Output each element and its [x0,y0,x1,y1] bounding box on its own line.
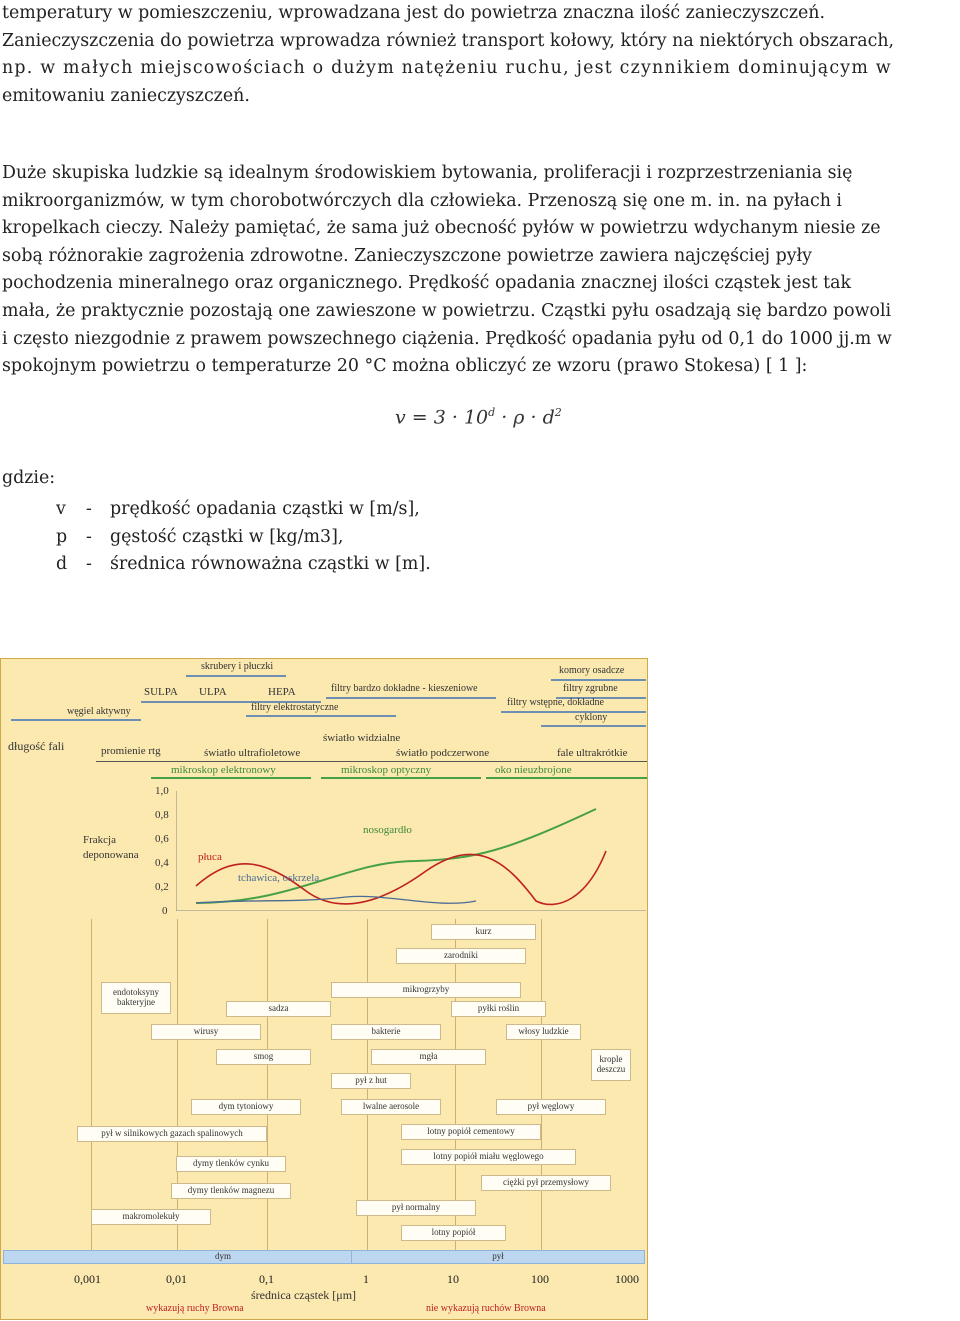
xtick: 0,1 [259,1272,274,1286]
label-oko: oko nieuzbrojone [495,764,572,776]
box-pylki: pyłki roślin [451,1001,546,1017]
label-tchawica: tchawica, oskrzela [238,872,320,884]
xtick: 1000 [615,1272,639,1286]
label-brown-right: nie wykazują ruchów Browna [426,1303,546,1314]
text-line: Duże skupiska ludzkie są idealnym środowiskiem bytowania, proliferacji i rozprzestrzeniania się [2,163,853,183]
def-symbol: d [56,554,68,575]
paragraph-2 [2,160,958,381]
band-dym: dym [3,1250,443,1264]
xtick: 0,01 [166,1272,187,1286]
box-endotoksyny: endotoksyny bakteryjne [101,982,171,1014]
label-elektro: filtry elektrostatyczne [251,702,339,713]
xtick: 10 [447,1272,459,1286]
formula-lhs: v = 3 · 10 [395,406,489,429]
xtick: 0,001 [74,1272,101,1286]
plot-ylabel-1: Frakcja [83,834,116,846]
label-swiatlo-widzialne: światło widzialne [323,732,401,744]
box-mikrogrzyby: mikrogrzyby [331,982,521,998]
label-rtg: promienie rtg [101,745,161,757]
range-bar [486,777,648,779]
box-krople: krople deszczu [591,1049,631,1081]
text-line: spokojnym powietrzu o temperaturze 20 °C można obliczyć ze wzoru (prawo Stokesa) [ 1 ]: [2,356,808,377]
definition-row [56,551,431,579]
text-line: np. w małych miejscowościach o dużym natężeniu ruchu, jest czynnikiem dominującym w [2,58,892,79]
gdzie-label: gdzie: [2,468,56,488]
label-sulpa: SULPA [144,686,178,698]
def-text: prędkość opadania cząstki w [m/s], [110,499,420,519]
deposition-plot [176,791,646,911]
label-ir: światło podczerwone [396,747,490,759]
box-makromolekuly: makromolekuły [91,1209,211,1225]
box-ciezki-pyl: ciężki pył przemysłowy [481,1175,611,1191]
text-line: sobą różnorakie zagrożenia zdrowotne. Zanieczyszczone powietrze zawiera najczęściej pyły [2,245,812,266]
box-dymy-cynku: dymy tlenków cynku [176,1156,286,1172]
spectrum-line [96,761,648,762]
range-bar [326,697,496,699]
range-bar [11,719,141,721]
definitions-list [56,496,431,579]
box-zarodniki: zarodniki [396,948,526,964]
grid-line [267,919,268,1259]
ytick: 0 [162,905,168,917]
box-aerozole: lwalne aerosole [341,1099,441,1115]
paragraph-1 [2,0,958,110]
ytick: 0,4 [155,857,169,869]
label-komory: komory osadcze [559,665,625,676]
range-bar [541,725,646,727]
ytick: 1,0 [155,785,169,797]
label-hepa: HEPA [268,686,296,698]
grid-line [541,919,542,1259]
label-optyczny: mikroskop optyczny [341,764,432,776]
formula-exp2: 2 [554,406,562,419]
box-sadza: sadza [226,1001,331,1017]
xtick: 1 [363,1272,369,1286]
label-pluca: płuca [198,851,222,863]
box-lotny-popiol: lotny popiół [401,1225,506,1241]
box-kurz: kurz [431,924,536,940]
label-wegiel: węgiel aktywny [67,706,131,717]
box-wirusy: wirusy [151,1024,261,1040]
range-bar [186,675,286,677]
grid-line [177,919,178,1259]
label-filtry-bardzo: filtry bardzo dokładne - kieszeniowe [331,683,478,694]
label-wstepne: filtry wstępne, dokładne [507,697,604,708]
xtick: 100 [531,1272,549,1286]
box-lotny-weglowy: lotny popiół miału węglowego [401,1149,576,1165]
box-mgla: mgła [371,1049,486,1065]
label-elektronowy: mikroskop elektronowy [171,764,276,776]
xlabel: średnica cząstek [μm] [251,1288,357,1302]
label-nosogardlo: nosogardło [363,824,412,836]
label-uv: światło ultrafioletowe [204,747,301,759]
text-line: pochodzenia mineralnego oraz organicznego. Prędkość opadania znacznej ilości cząstek jest tak [2,273,852,294]
definition-row [56,496,431,524]
def-text: gęstość cząstki w [kg/m3], [110,526,344,547]
definition-row [56,524,431,552]
box-pyl-normalny: pył normalny [356,1200,476,1216]
def-symbol: p [56,526,68,547]
range-bar [246,715,396,717]
text-line: mikroorganizmów, w tym chorobotwórczych dla człowieka. Przenoszą się one m. in. na pyłach i [2,190,842,211]
ytick: 0,6 [155,833,169,845]
plot-ylabel-2: deponowana [83,849,139,861]
label-brown-left: wykazują ruchy Browna [146,1303,244,1314]
text-line: Zanieczyszczenia do powietrza wprowadza również transport kołowy, który na niektórych obszarach, [2,30,895,51]
label-ultrakrotkie: fale ultrakrótkie [557,747,628,759]
range-bar [551,679,646,681]
range-bar [501,711,646,713]
ytick: 0,2 [155,881,169,893]
label-cyklony: cyklony [575,712,608,723]
def-text: średnica równoważna cząstki w [m]. [110,554,431,575]
label-skrubery: skrubery i płuczki [201,661,274,672]
def-dash: - [86,554,92,575]
def-dash: - [86,499,92,519]
box-lotny-cementowy: lotny popiół cementowy [401,1124,541,1140]
box-bakterie: bakterie [331,1024,441,1040]
text-line: emitowaniu zanieczyszczeń. [2,85,250,106]
label-filtry-zgrubne: filtry zgrubne [563,683,618,694]
formula-exp: d [488,406,496,419]
formula-mid: · ρ · d [495,406,555,429]
def-symbol: v [56,499,66,519]
grid-line [91,919,92,1259]
text-line: i często niezgodnie z prawem powszechnego ciążenia. Prędkość opadania pyłu od 0,1 do 1000 jj.m w [2,328,892,349]
band-pyl: pył [351,1250,645,1264]
range-bar [321,777,481,779]
box-dym-tytoniowy: dym tytoniowy [191,1099,301,1115]
box-pyl-weglowy: pył węglowy [496,1099,606,1115]
particle-size-figure [0,658,648,1320]
box-dymy-magnezu: dymy tlenków magnezu [171,1183,291,1199]
box-wlosy: włosy ludzkie [506,1024,581,1040]
label-ulpa: ULPA [199,686,227,698]
ytick: 0,8 [155,809,169,821]
text-line: kropelkach cieczy. Należy pamiętać, że sama już obecność pyłów w powietrzu wdychanym niesie ze [2,218,881,239]
box-pyl-silnikowych: pył w silnikowych gazach spalinowych [77,1126,267,1142]
range-bar [151,777,311,779]
stokes-formula [395,406,562,428]
label-dlugosc-fali: długość fali [8,739,65,753]
def-dash: - [86,526,92,547]
text-line: temperatury w pomieszczeniu, wprowadzana jest do powietrza znaczna ilość zanieczyszczeń. [2,3,825,23]
box-pyl-z-hut: pył z hut [331,1073,411,1089]
text-line: mała, że praktycznie pozostają one zawieszone w powietrzu. Cząstki pyłu osadzają się bardzo powoli [2,300,892,321]
box-smog: smog [216,1049,311,1065]
